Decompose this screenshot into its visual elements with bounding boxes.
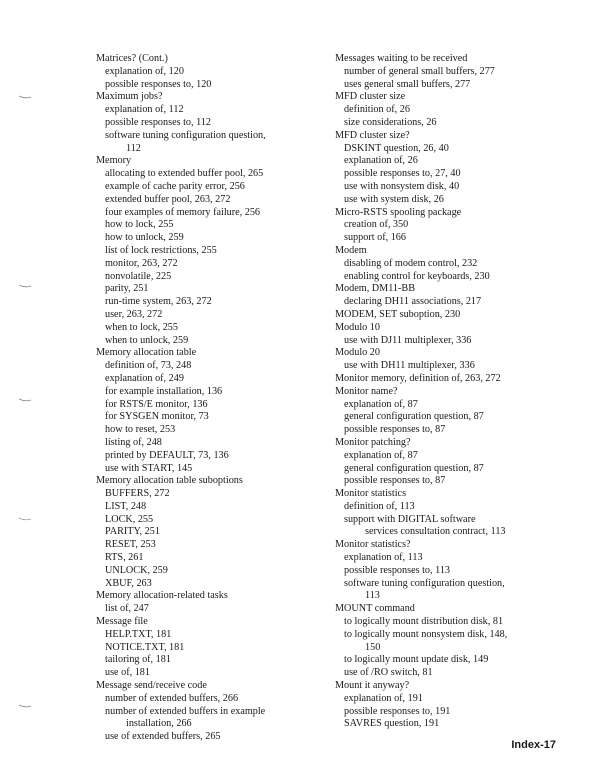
index-subentry: definition of, 26 [344, 104, 410, 116]
index-entry: MFD cluster size? [335, 129, 410, 141]
index-subentry: explanation of, 191 [344, 692, 423, 704]
index-entry: MFD cluster size [335, 91, 406, 103]
index-entry: Maximum jobs? [96, 91, 163, 103]
index-subentry: enabling control for keyboards, 230 [344, 270, 490, 282]
index-subentry: monitor, 263, 272 [105, 257, 178, 269]
index-subentry: general configuration question, 87 [344, 411, 484, 423]
index-subentry: example of cache parity error, 256 [105, 180, 245, 192]
index-subentry: HELP.TXT, 181 [105, 628, 172, 640]
index-subentry: possible responses to, 112 [105, 116, 212, 128]
index-subentry: explanation of, 112 [105, 104, 184, 116]
index-subentry: declaring DH11 associations, 217 [344, 296, 482, 308]
index-subentry: tailoring of, 181 [105, 654, 171, 666]
index-subentry: explanation of, 26 [344, 155, 418, 167]
index-subentry: UNLOCK, 259 [105, 564, 168, 576]
index-subentry: listing of, 248 [105, 436, 162, 448]
index-entry: MODEM, SET suboption, 230 [335, 308, 461, 320]
margin-mark [18, 704, 32, 708]
index-subentry: how to unlock, 259 [105, 232, 184, 244]
index-entry: Micro-RSTS spooling package [335, 206, 462, 218]
index-subentry: 112 [126, 142, 141, 154]
index-subentry: use with START, 145 [105, 462, 193, 474]
index-subentry: for SYSGEN monitor, 73 [105, 411, 209, 423]
index-subentry: 150 [365, 641, 381, 653]
index-subentry: nonvolatile, 225 [105, 270, 172, 282]
index-subentry: explanation of, 87 [344, 449, 418, 461]
index-subentry: explanation of, 120 [105, 65, 184, 77]
index-subentry: installation, 266 [126, 718, 192, 730]
page-number: Index-17 [511, 739, 556, 751]
index-entry: Message file [96, 616, 148, 628]
index-entry: Monitor memory, definition of, 263, 272 [335, 372, 501, 384]
index-subentry: services consultation contract, 113 [365, 526, 506, 538]
index-subentry: when to unlock, 259 [105, 334, 189, 346]
index-subentry: use of, 181 [105, 667, 150, 679]
index-subentry: printed by DEFAULT, 73, 136 [105, 449, 229, 461]
index-subentry: four examples of memory failure, 256 [105, 206, 261, 218]
index-subentry: RTS, 261 [105, 552, 144, 564]
index-subentry: DSKINT question, 26, 40 [344, 142, 449, 154]
index-subentry: possible responses to, 113 [344, 564, 451, 576]
index-entry: Message send/receive code [96, 680, 207, 692]
index-entry: Memory allocation-related tasks [96, 590, 228, 602]
index-column-right [335, 53, 571, 731]
index-subentry: number of extended buffers, 266 [105, 692, 239, 704]
index-subentry: number of general small buffers, 277 [344, 65, 495, 77]
index-subentry: use of extended buffers, 265 [105, 731, 221, 743]
index-entry: Modem, DM11-BB [335, 283, 415, 295]
index-subentry: possible responses to, 87 [344, 424, 446, 436]
margin-mark [18, 398, 32, 402]
index-subentry: support of, 166 [344, 232, 406, 244]
index-subentry: to logically mount nonsystem disk, 148, [344, 628, 508, 640]
index-subentry: definition of, 73, 248 [105, 360, 192, 372]
index-entry: Messages waiting to be received [335, 53, 468, 64]
index-subentry: to logically mount update disk, 149 [344, 654, 489, 666]
index-subentry: software tuning configuration question, [105, 129, 266, 141]
index-subentry: possible responses to, 191 [344, 705, 451, 717]
index-entry: MOUNT command [335, 603, 415, 615]
index-subentry: how to lock, 255 [105, 219, 174, 231]
index-entry: Modem [335, 244, 367, 256]
index-subentry: run-time system, 263, 272 [105, 296, 212, 308]
index-subentry: creation of, 350 [344, 219, 409, 231]
index-entry: Monitor name? [335, 385, 398, 397]
index-subentry: use with DJ11 multiplexer, 336 [344, 334, 472, 346]
index-entry: Monitor statistics [335, 488, 407, 500]
index-subentry: use with system disk, 26 [344, 193, 444, 205]
index-subentry: list of, 247 [105, 603, 149, 615]
index-subentry: RESET, 253 [105, 539, 156, 551]
index-subentry: LOCK, 255 [105, 513, 154, 525]
index-subentry: size considerations, 26 [344, 116, 437, 128]
index-entry: Mount it anyway? [335, 680, 410, 692]
index-column-left [96, 53, 326, 744]
index-subentry: for RSTS/E monitor, 136 [105, 398, 208, 410]
index-subentry: explanation of, 249 [105, 372, 184, 384]
index-subentry: NOTICE.TXT, 181 [105, 641, 185, 653]
index-subentry: parity, 251 [105, 283, 149, 295]
index-subentry: BUFFERS, 272 [105, 488, 170, 500]
index-entry: Memory allocation table suboptions [96, 475, 243, 487]
index-subentry: allocating to extended buffer pool, 265 [105, 168, 264, 180]
index-subentry: PARITY, 251 [105, 526, 160, 538]
index-subentry: to logically mount distribution disk, 81 [344, 616, 504, 628]
index-entry: Monitor statistics? [335, 539, 411, 551]
index-subentry: possible responses to, 120 [105, 78, 212, 90]
index-subentry: number of extended buffers in example [105, 705, 266, 717]
index-subentry: explanation of, 87 [344, 398, 418, 410]
index-subentry: for example installation, 136 [105, 385, 223, 397]
index-subentry: support with DIGITAL software [344, 513, 476, 525]
index-subentry: XBUF, 263 [105, 577, 152, 589]
index-entry: Modulo 10 [335, 321, 380, 333]
index-subentry: LIST, 248 [105, 500, 147, 512]
index-entry: Modulo 20 [335, 347, 380, 359]
index-subentry: uses general small buffers, 277 [344, 78, 471, 90]
index-subentry: software tuning configuration question, [344, 577, 505, 589]
index-subentry: explanation of, 113 [344, 552, 423, 564]
index-subentry: use with DH11 multiplexer, 336 [344, 360, 475, 372]
index-subentry: extended buffer pool, 263, 272 [105, 193, 231, 205]
index-subentry: disabling of modem control, 232 [344, 257, 478, 269]
index-subentry: user, 263, 272 [105, 308, 163, 320]
index-subentry: when to lock, 255 [105, 321, 178, 333]
index-subentry: 113 [365, 590, 380, 602]
index-entry: Memory allocation table [96, 347, 197, 359]
index-subentry: possible responses to, 87 [344, 475, 446, 487]
index-entry: Monitor patching? [335, 436, 411, 448]
margin-mark [18, 95, 32, 99]
index-entry: Memory [96, 155, 132, 167]
index-subentry: definition of, 113 [344, 500, 415, 512]
index-subentry: SAVRES question, 191 [344, 718, 440, 730]
margin-mark [18, 517, 32, 521]
margin-mark [18, 284, 32, 288]
index-subentry: use of /RO switch, 81 [344, 667, 433, 679]
index-subentry: general configuration question, 87 [344, 462, 484, 474]
index-subentry: list of lock restrictions, 255 [105, 244, 217, 256]
index-entry: Matrices? (Cont.) [96, 53, 168, 64]
index-subentry: use with nonsystem disk, 40 [344, 180, 460, 192]
index-subentry: possible responses to, 27, 40 [344, 168, 461, 180]
index-subentry: how to reset, 253 [105, 424, 176, 436]
